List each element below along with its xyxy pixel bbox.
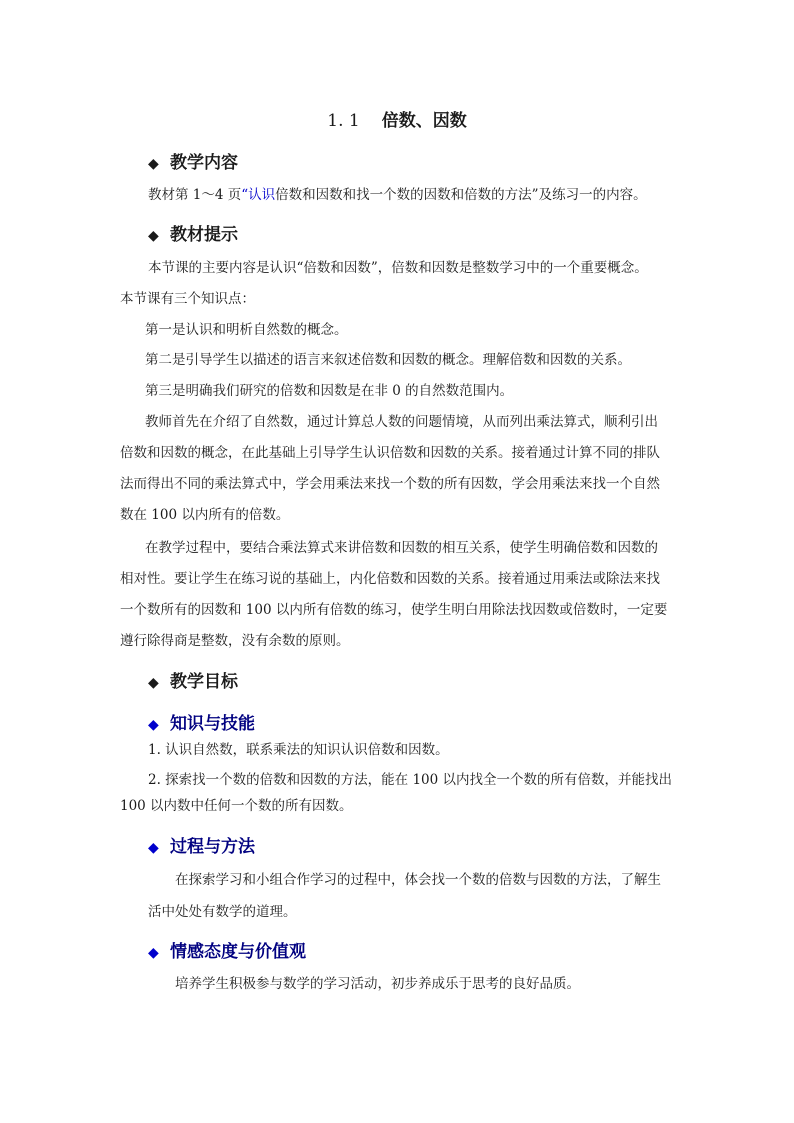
knowledge-line: 1. 认识自然数，联系乘法的知识认识倍数和因数。	[148, 742, 449, 758]
heading-content: ◆ 教学内容	[148, 153, 238, 173]
diamond-bullet-icon: ◆	[148, 945, 159, 961]
page-title	[0, 106, 794, 131]
attitude-line: 培养学生积极参与数学的学习活动，初步养成乐于思考的良好品质。	[175, 976, 580, 992]
diamond-bullet-icon: ◆	[148, 675, 159, 691]
tips-line: 一个数所有的因数和 100 以内所有倍数的练习，使学生明白用除法找因数或倍数时，一定要	[120, 602, 668, 618]
diamond-bullet-icon: ◆	[148, 228, 159, 244]
tips-line: 法而得出不同的乘法算式中，学会用乘法来找一个数的所有因数，学会用乘法来找一个自然	[120, 476, 660, 492]
tips-line: 相对性。要让学生在练习说的基础上，内化倍数和因数的关系。接着通过用乘法或除法来找	[120, 571, 660, 587]
tips-line: 本节课的主要内容是认识“倍数和因数”，倍数和因数是整数学习中的一个重要概念。	[148, 260, 648, 276]
heading-knowledge: ◆ 知识与技能	[148, 714, 255, 734]
tips-line: 第二是引导学生以描述的语言来叙述倍数和因数的概念。理解倍数和因数的关系。	[145, 352, 631, 368]
tips-line: 在教学过程中，要结合乘法算式来讲倍数和因数的相互关系，使学生明确倍数和因数的	[145, 540, 658, 556]
heading-goals: ◆ 教学目标	[148, 672, 238, 692]
heading-tips: ◆ 教材提示	[148, 225, 238, 245]
content-paragraph: 教材第 1～4 页“认识倍数和因数和找一个数的因数和倍数的方法”及练习一的内容。	[148, 187, 647, 203]
title-text: 倍数、因数	[381, 111, 467, 131]
diamond-bullet-icon: ◆	[148, 840, 159, 856]
tips-line: 教师首先在介绍了自然数，通过计算总人数的问题情境，从而列出乘法算式，顺利引出	[145, 414, 658, 430]
knowledge-line: 100 以内数中任何一个数的所有因数。	[120, 798, 353, 814]
section-number: 1. 1	[327, 111, 360, 131]
process-line: 在探索学习和小组合作学习的过程中，体会找一个数的倍数与因数的方法，了解生	[175, 872, 661, 888]
tips-line: 数在 100 以内所有的倍数。	[120, 507, 290, 523]
tips-line: 第一是认识和明析自然数的概念。	[145, 322, 348, 338]
diamond-bullet-icon: ◆	[148, 717, 159, 733]
tips-line: 第三是明确我们研究的倍数和因数是在非 0 的自然数范围内。	[145, 383, 514, 399]
knowledge-line: 2. 探索找一个数的倍数和因数的方法，能在 100 以内找全一个数的所有倍数，并能找出	[148, 772, 673, 788]
heading-attitude: ◆ 情感态度与价值观	[148, 942, 306, 962]
process-line: 活中处处有数学的道理。	[148, 904, 297, 920]
diamond-bullet-icon: ◆	[148, 156, 159, 172]
tips-line: 遵行除得商是整数，没有余数的原则。	[120, 633, 350, 649]
tips-line: 倍数和因数的概念，在此基础上引导学生认识倍数和因数的关系。接着通过计算不同的排队	[120, 445, 660, 461]
tips-line: 本节课有三个知识点：	[120, 291, 255, 307]
heading-process: ◆ 过程与方法	[148, 837, 255, 857]
